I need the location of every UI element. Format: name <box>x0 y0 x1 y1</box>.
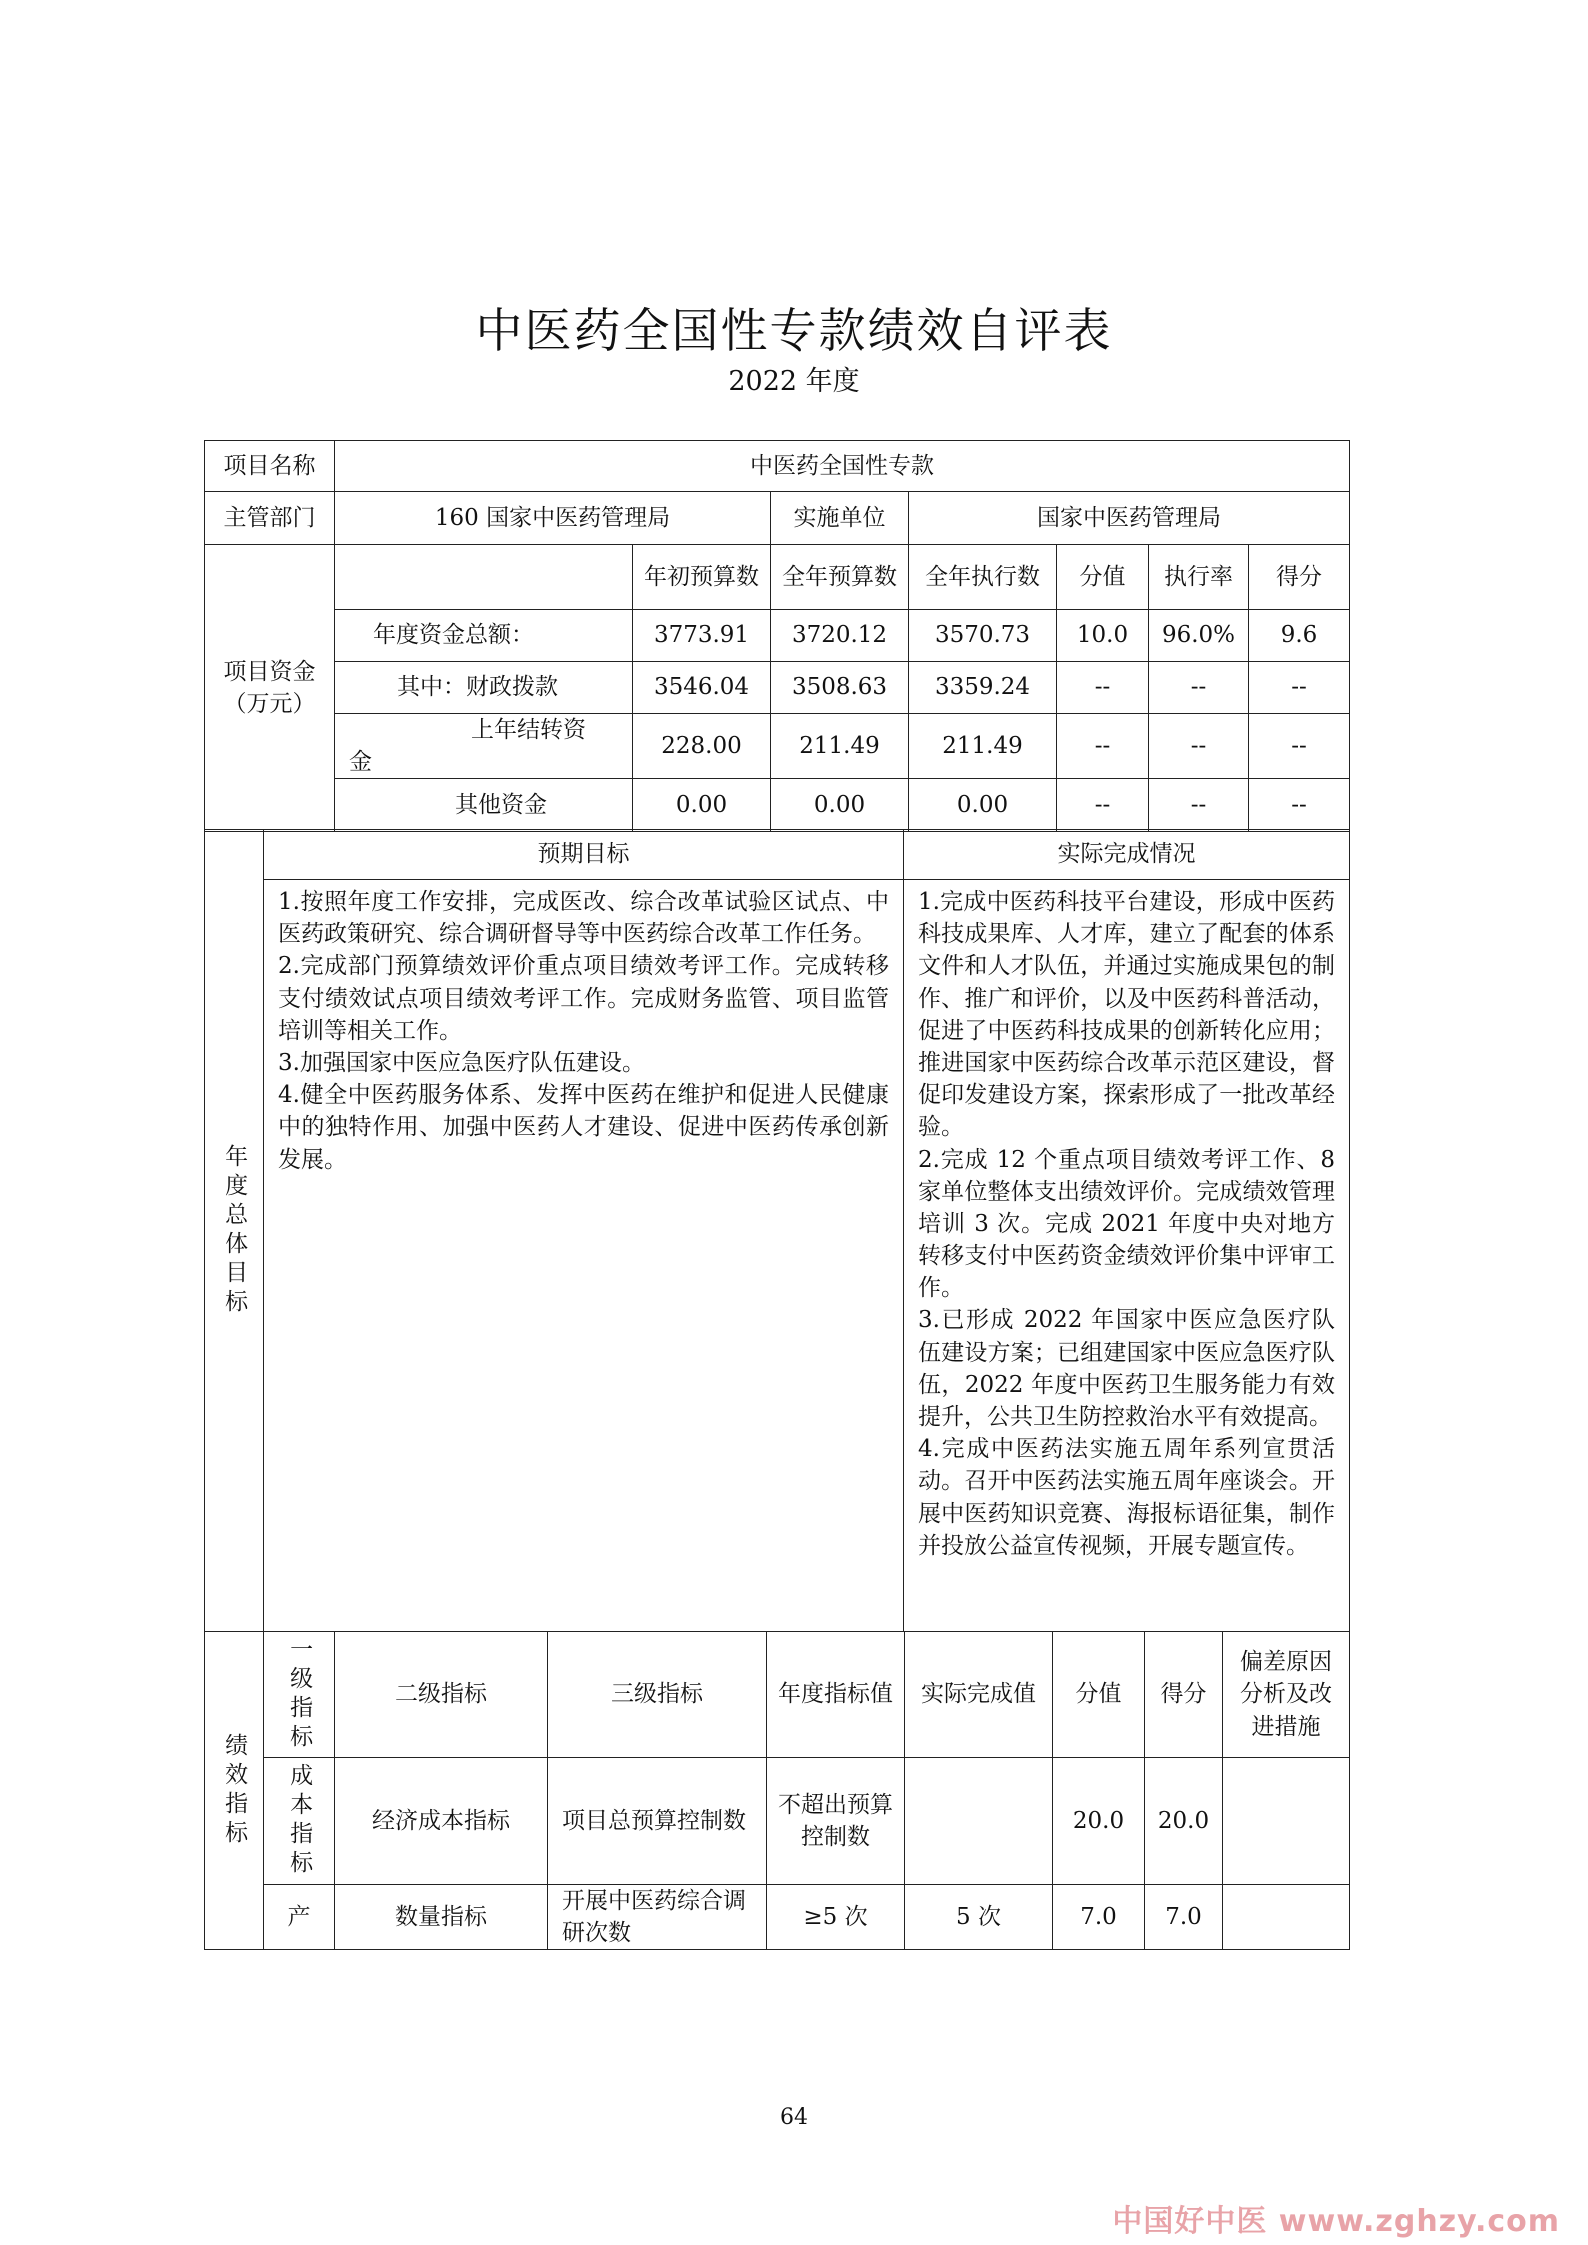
indicator-score-value: 20.0 <box>1053 1758 1145 1885</box>
indicator-header: 二级指标 <box>335 1632 548 1758</box>
goals-label: 年度总体目标 <box>205 830 264 1632</box>
indicator-level3: 项目总预算控制数 <box>548 1758 767 1885</box>
year-subtitle: 2022 年度 <box>728 366 860 397</box>
funds-cell: 0.00 <box>771 779 909 832</box>
funds-header-blank <box>335 545 633 610</box>
indicator-deviation <box>1223 1758 1350 1885</box>
actual-results <box>904 880 1350 1632</box>
indicator-score: 7.0 <box>1145 1885 1223 1950</box>
goals-table <box>204 829 1350 1632</box>
indicators-label: 绩效指标 <box>205 1632 264 1950</box>
actual-item: 3.已形成 2022 年国家中医应急医疗队伍建设方案；已组建国家中医应急医疗队伍，2022 年度中医药卫生服务能力有效提升，公共卫生防控救治水平有效提高。 <box>918 1307 1335 1430</box>
dept-value: 160 国家中医药管理局 <box>335 492 771 545</box>
funds-cell: -- <box>1249 779 1350 832</box>
funds-cell: 211.49 <box>909 714 1057 779</box>
funds-header: 执行率 <box>1149 545 1249 610</box>
funds-cell: 211.49 <box>771 714 909 779</box>
table-row <box>205 714 1350 779</box>
indicator-level1: 产 <box>264 1885 335 1950</box>
funds-cell: 96.0% <box>1149 610 1249 662</box>
page-number: 64 <box>780 2105 808 2130</box>
indicator-header: 三级指标 <box>548 1632 767 1758</box>
funds-table <box>204 440 1350 832</box>
indicator-header: 偏差原因分析及改进措施 <box>1223 1632 1350 1758</box>
table-row <box>205 1885 1350 1950</box>
project-name-value: 中医药全国性专款 <box>335 441 1350 492</box>
funds-cell: -- <box>1249 662 1350 714</box>
funds-cell: -- <box>1249 714 1350 779</box>
actual-item: 1.完成中医药科技平台建设，形成中医药科技成果库、人才库，建立了配套的体系文件和人才队伍，并通过实施成果包的制作、推广和评价，以及中医药科普活动，促进了中医药科技成果的创新转化应用；推进国家中医药综合改革示范区建设，督促印发建设方案，探索形成了一批改革经验。 <box>918 889 1335 1141</box>
indicator-header: 得分 <box>1145 1632 1223 1758</box>
indicator-score-value: 7.0 <box>1053 1885 1145 1950</box>
funds-cell: -- <box>1057 714 1149 779</box>
indicator-target: ≥5 次 <box>767 1885 905 1950</box>
funds-cell: 0.00 <box>633 779 771 832</box>
funds-cell: -- <box>1057 779 1149 832</box>
expected-item: 1.按照年度工作安排，完成医改、综合改革试验区试点、中医药政策研究、综合调研督导等中医药综合改革工作任务。 <box>278 889 889 948</box>
expected-goals <box>264 880 904 1632</box>
funds-cell: -- <box>1149 714 1249 779</box>
impl-label: 实施单位 <box>771 492 909 545</box>
funds-cell: 3720.12 <box>771 610 909 662</box>
project-name-label: 项目名称 <box>205 441 335 492</box>
actual-item: 2.完成 12 个重点项目绩效考评工作、8 家单位整体支出绩效评价。完成绩效管理培训 3 次。完成 2021 年度中央对地方转移支付中医药资金绩效评价集中评审工作。 <box>918 1146 1335 1302</box>
funds-cell: -- <box>1057 662 1149 714</box>
expected-header: 预期目标 <box>264 830 904 880</box>
indicator-actual <box>905 1758 1053 1885</box>
indicator-level2: 数量指标 <box>335 1885 548 1950</box>
table-row <box>205 779 1350 832</box>
actual-header: 实际完成情况 <box>904 830 1350 880</box>
indicator-level2: 经济成本指标 <box>335 1758 548 1885</box>
funds-row-label: 其他资金 <box>335 779 633 832</box>
funds-header: 得分 <box>1249 545 1350 610</box>
indicator-header: 一级指标 <box>264 1632 335 1758</box>
indicator-score: 20.0 <box>1145 1758 1223 1885</box>
funds-header: 分值 <box>1057 545 1149 610</box>
indicator-header: 实际完成值 <box>905 1632 1053 1758</box>
impl-value: 国家中医药管理局 <box>909 492 1350 545</box>
indicators-table <box>204 1631 1350 1950</box>
funds-cell: 3570.73 <box>909 610 1057 662</box>
table-row <box>205 662 1350 714</box>
funds-row-label: 其中：财政拨款 <box>335 662 633 714</box>
funds-cell: 3773.91 <box>633 610 771 662</box>
table-row <box>205 1758 1350 1885</box>
funds-header: 全年预算数 <box>771 545 909 610</box>
funds-header: 年初预算数 <box>633 545 771 610</box>
funds-cell: 3546.04 <box>633 662 771 714</box>
funds-header: 全年执行数 <box>909 545 1057 610</box>
indicator-actual: 5 次 <box>905 1885 1053 1950</box>
funds-cell: 0.00 <box>909 779 1057 832</box>
actual-item: 4.完成中医药法实施五周年系列宣贯活动。召开中医药法实施五周年座谈会。开展中医药知识竞赛、海报标语征集，制作并投放公益宣传视频，开展专题宣传。 <box>918 1436 1335 1559</box>
funds-cell: 3359.24 <box>909 662 1057 714</box>
dept-label: 主管部门 <box>205 492 335 545</box>
funds-cell: 228.00 <box>633 714 771 779</box>
funds-cell: 10.0 <box>1057 610 1149 662</box>
table-row <box>205 610 1350 662</box>
funds-row-label: 年度资金总额： <box>335 610 633 662</box>
indicator-header: 分值 <box>1053 1632 1145 1758</box>
indicator-target: 不超出预算控制数 <box>767 1758 905 1885</box>
indicator-deviation <box>1223 1885 1350 1950</box>
indicator-level1: 成本指标 <box>264 1758 335 1885</box>
indicator-header: 年度指标值 <box>767 1632 905 1758</box>
funds-cell: -- <box>1149 662 1249 714</box>
funds-row-label: 上年结转资 金 <box>335 714 633 779</box>
funds-cell: -- <box>1149 779 1249 832</box>
site-watermark: 中国好中医 www.zghzy.com <box>1112 2204 1560 2239</box>
expected-item: 3.加强国家中医应急医疗队伍建设。 <box>278 1049 645 1076</box>
funds-label: 项目资金（万元） <box>205 545 335 832</box>
expected-item: 4.健全中医药服务体系、发挥中医药在维护和促进人民健康中的独特作用、加强中医药人才建设、促进中医药传承创新发展。 <box>278 1082 889 1173</box>
funds-cell: 3508.63 <box>771 662 909 714</box>
indicator-level3: 开展中医药综合调研次数 <box>548 1885 767 1950</box>
page-title: 中医药全国性专款绩效自评表 <box>475 304 1113 359</box>
expected-item: 2.完成部门预算绩效评价重点项目绩效考评工作。完成转移支付绩效试点项目绩效考评工作。完成财务监管、项目监管培训等相关工作。 <box>278 953 889 1044</box>
funds-cell: 9.6 <box>1249 610 1350 662</box>
